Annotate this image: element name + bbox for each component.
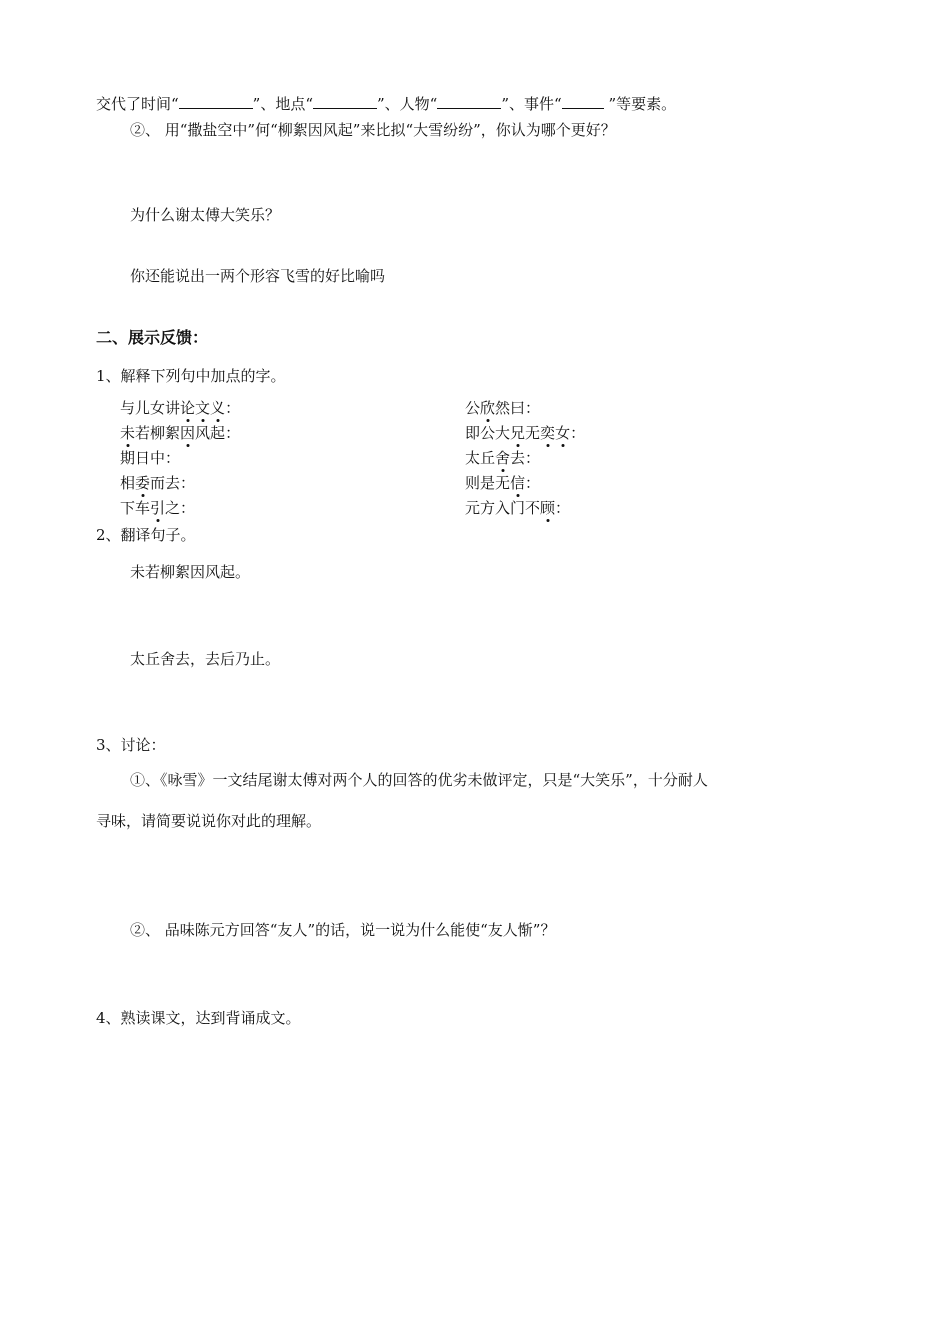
dotted-char: 欣 — [480, 399, 496, 417]
discussion-q2: ②、 品味陈元方回答“友人”的话，说一说为什么能使“友人惭”？ — [130, 921, 556, 939]
word-item — [120, 498, 195, 518]
task2-title: 2、翻译句子。 — [96, 526, 196, 544]
dotted-char: 论 — [180, 399, 196, 417]
word-item — [120, 473, 195, 493]
question-compare: ②、 用“撒盐空中”何“柳絮因风起”来比拟“大雪纷纷”，你认为哪个更好？ — [130, 121, 616, 139]
section-title: 二、展示反馈： — [96, 328, 209, 347]
text: 与儿女讲 — [120, 399, 181, 417]
dotted-char: 文 — [195, 399, 211, 417]
text: ： — [570, 424, 586, 442]
text: 无 — [525, 424, 541, 442]
word-item — [120, 448, 180, 468]
dotted-char: 奕 — [540, 424, 556, 442]
intro-text-3: ”、人物“ — [377, 95, 438, 113]
text: ： — [180, 499, 196, 517]
task3-title: 3、讨论： — [96, 736, 166, 754]
dotted-char: 信 — [510, 474, 526, 492]
blank-event[interactable] — [562, 94, 604, 109]
text: 期日中 — [120, 449, 166, 467]
intro-text-1: 交代了时间“ — [96, 95, 179, 113]
intro-line — [96, 94, 676, 114]
word-item — [465, 448, 540, 468]
dotted-char: 引 — [150, 499, 166, 517]
task1-title: 1、解释下列句中加点的字。 — [96, 367, 286, 385]
text: ： — [525, 399, 541, 417]
question-laugh: 为什么谢太傅大笑乐？ — [130, 206, 281, 224]
word-item — [120, 423, 240, 443]
text: ： — [555, 499, 571, 517]
dotted-char: 兄 — [510, 424, 526, 442]
dotted-char: 舍 — [495, 449, 511, 467]
blank-person[interactable] — [437, 94, 501, 109]
text: 太丘 — [465, 449, 496, 467]
blank-place[interactable] — [313, 94, 377, 109]
word-item — [465, 498, 570, 518]
word-item — [120, 398, 240, 418]
text: ： — [165, 449, 181, 467]
text: 元方入门不 — [465, 499, 541, 517]
discussion-q1-line1: ①、《咏雪》一文结尾谢太傅对两个人的回答的优劣未做评定，只是“大笑乐”，十分耐人 — [130, 771, 708, 789]
text: 风起 — [195, 424, 226, 442]
dotted-char: 义 — [210, 399, 226, 417]
text: 则是无 — [465, 474, 511, 492]
text: 之 — [165, 499, 181, 517]
discussion-q1-line2: 寻味，请简要说说你对此的理解。 — [96, 812, 322, 830]
text: ： — [180, 474, 196, 492]
dotted-char: 委 — [135, 474, 151, 492]
question-metaphor: 你还能说出一两个形容飞雪的好比喻吗 — [130, 267, 386, 285]
intro-text-5: ”等要素。 — [603, 95, 677, 113]
text: 下车 — [120, 499, 151, 517]
word-item — [465, 423, 585, 443]
dotted-char: 顾 — [540, 499, 556, 517]
word-item — [465, 398, 540, 418]
text: 相 — [120, 474, 136, 492]
text: 而去 — [150, 474, 181, 492]
intro-text-4: ”、事件“ — [501, 95, 562, 113]
dotted-char: 女 — [555, 424, 571, 442]
text: ： — [525, 449, 541, 467]
text: 若柳絮 — [135, 424, 181, 442]
text: 然曰 — [495, 399, 526, 417]
text: ： — [225, 399, 241, 417]
text: 去 — [510, 449, 526, 467]
text: 即公大 — [465, 424, 511, 442]
dotted-char: 因 — [180, 424, 196, 442]
translate-sentence-1: 未若柳絮因风起。 — [130, 563, 251, 581]
task4: 4、熟读课文，达到背诵成文。 — [96, 1009, 301, 1027]
intro-text-2: ”、地点“ — [252, 95, 314, 113]
text: ： — [525, 474, 541, 492]
blank-time[interactable] — [179, 94, 253, 109]
text: ： — [225, 424, 241, 442]
dotted-char: 未 — [120, 424, 136, 442]
text: 公 — [465, 399, 481, 417]
translate-sentence-2: 太丘舍去，去后乃止。 — [130, 650, 281, 668]
word-item — [465, 473, 540, 493]
